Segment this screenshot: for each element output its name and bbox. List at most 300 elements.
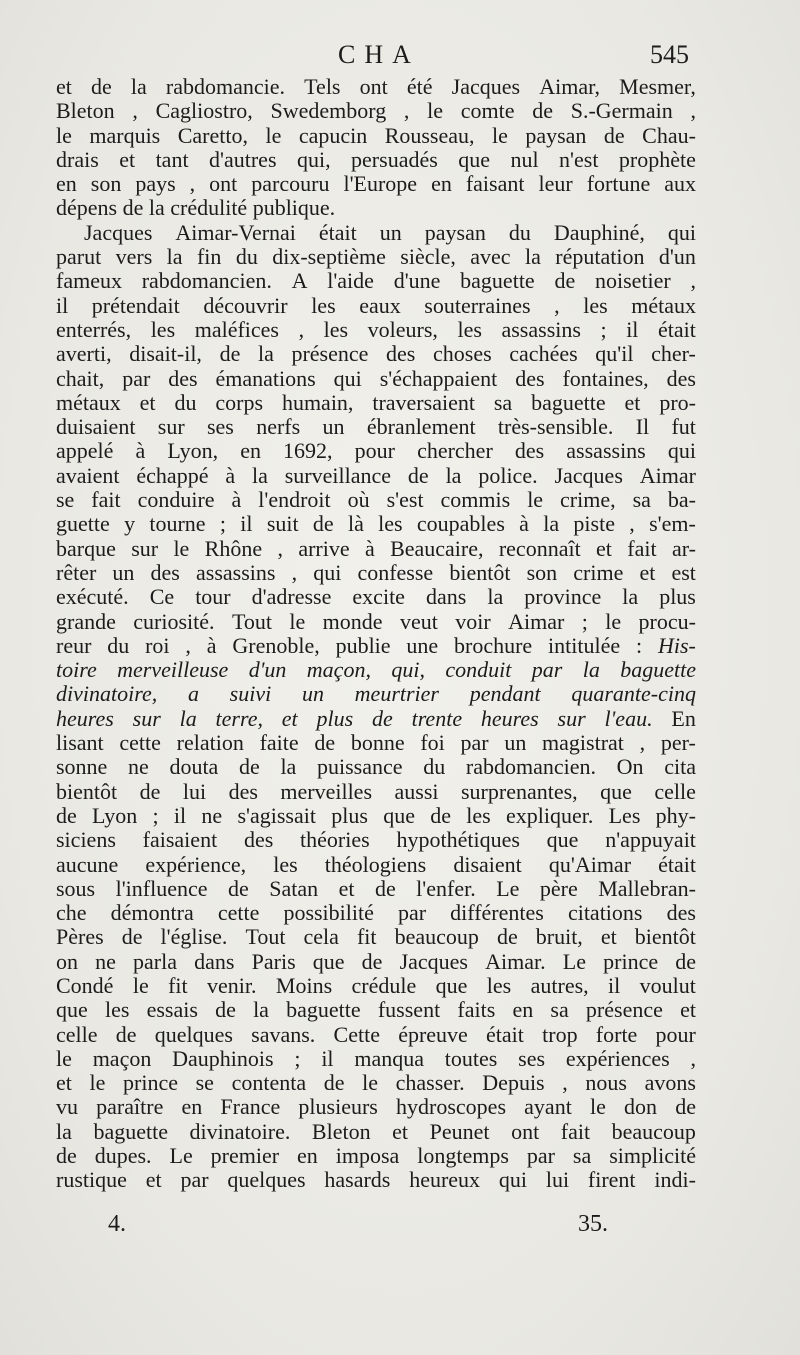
word: fit <box>356 924 377 950</box>
word: les <box>311 292 336 318</box>
word: les <box>378 511 403 537</box>
word: sa <box>632 487 651 513</box>
word: His- <box>657 632 696 658</box>
word: Condé <box>56 972 114 998</box>
text-line <box>56 828 696 852</box>
word: de <box>139 778 161 804</box>
word: fait <box>627 535 657 561</box>
word: Jacques <box>84 219 153 245</box>
word: roi <box>145 632 170 658</box>
word: un <box>301 681 324 707</box>
word: sa <box>493 389 513 415</box>
word: où <box>347 487 370 513</box>
word: la <box>166 244 183 270</box>
word: ayant <box>524 1094 572 1120</box>
word: en <box>297 1143 318 1169</box>
word: de <box>323 1070 345 1096</box>
word: police. <box>478 462 538 488</box>
word: celle <box>56 1021 98 1047</box>
word: cher- <box>651 341 696 367</box>
word: aux <box>664 171 696 197</box>
word: marquis <box>89 122 161 148</box>
word: l'aide <box>327 268 374 294</box>
word: avons <box>644 1070 696 1096</box>
word: chasser. <box>395 1070 465 1096</box>
word: voir <box>455 608 491 634</box>
word: différentes <box>450 900 544 926</box>
word: on <box>56 948 78 974</box>
word: il <box>56 292 69 318</box>
text-line <box>56 585 696 609</box>
word: les <box>466 802 491 828</box>
word: chait, <box>56 365 105 391</box>
word: On <box>616 754 644 780</box>
word: crime, <box>560 487 616 513</box>
word: s'em- <box>649 511 696 537</box>
word: sur <box>557 705 586 731</box>
word: baguette <box>531 389 606 415</box>
word: nerfs <box>256 414 301 440</box>
word: de <box>361 948 383 974</box>
word: heures <box>56 705 114 731</box>
word: il <box>608 972 621 998</box>
word: maléfices <box>194 316 279 342</box>
word: curiosité. <box>133 608 215 634</box>
word: et <box>338 875 355 901</box>
word: don <box>624 1094 658 1120</box>
word: arrive <box>298 535 350 561</box>
word: trop <box>542 1021 578 1047</box>
word: Tels <box>304 74 341 99</box>
word: paraître <box>96 1094 164 1120</box>
word: reur <box>56 632 92 658</box>
word: pro- <box>659 389 696 415</box>
word: maçon, <box>306 657 371 683</box>
word: de <box>91 74 112 99</box>
word: Jacques <box>554 462 623 488</box>
word: comte <box>460 98 515 124</box>
word: beaucoup <box>394 924 479 950</box>
word: rabdomancie. <box>165 74 286 99</box>
word: prétendait <box>91 292 180 318</box>
word: son <box>90 171 122 197</box>
word: ne <box>201 802 223 828</box>
word: autres, <box>530 972 589 998</box>
word: la <box>257 341 274 367</box>
word: fontaines, <box>562 365 649 391</box>
word: ar- <box>671 535 696 561</box>
word: d'un <box>248 657 287 683</box>
word: de <box>312 511 334 537</box>
word: des <box>228 778 258 804</box>
word: la <box>179 705 197 731</box>
word: et <box>281 705 298 731</box>
word: cette <box>119 730 161 756</box>
word: fut <box>671 414 696 440</box>
word: il <box>626 316 639 342</box>
word: les <box>104 997 130 1023</box>
word: des <box>666 900 696 926</box>
word: de <box>496 924 518 950</box>
word: plusieurs <box>298 1094 378 1120</box>
word: et <box>139 389 156 415</box>
word: sur <box>157 414 185 440</box>
word: démontra <box>110 900 194 926</box>
text-line <box>56 537 696 561</box>
word: foi <box>420 730 445 756</box>
text-line <box>56 1120 696 1144</box>
word: fait <box>91 487 121 513</box>
word: sur <box>131 535 159 561</box>
text-line: dépens de la crédulité publique. <box>56 195 336 221</box>
word: des <box>386 341 416 367</box>
word: faite <box>259 730 299 756</box>
word: et <box>680 997 696 1023</box>
word: baguette <box>286 997 361 1023</box>
word: de <box>407 462 429 488</box>
word: firent <box>587 1167 636 1193</box>
word: essais <box>146 997 198 1023</box>
word: eaux <box>359 292 401 318</box>
text-line <box>56 221 696 245</box>
word: le <box>56 122 72 148</box>
word: averti, <box>56 341 112 367</box>
word: ; <box>152 802 159 828</box>
word: rustique <box>56 1167 127 1193</box>
text-line <box>56 853 696 877</box>
word: n'appuyait <box>605 827 696 853</box>
text-line <box>56 998 696 1022</box>
word: métaux <box>631 292 696 318</box>
word: quarante-cinq <box>571 681 696 707</box>
word: Cette <box>333 1021 380 1047</box>
word: S.-Germain <box>570 98 673 124</box>
word: et <box>600 924 617 950</box>
word: s'est <box>386 487 424 513</box>
word: puissance <box>317 754 403 780</box>
word: son <box>526 559 558 585</box>
word: du <box>107 632 130 658</box>
word: , <box>189 171 196 197</box>
word: de <box>239 754 260 780</box>
word: ; <box>219 511 226 537</box>
word: , <box>690 1045 696 1071</box>
word: ba- <box>667 487 696 513</box>
word: venir. <box>207 972 257 998</box>
word: , <box>554 292 560 318</box>
word: d'une <box>393 268 441 294</box>
word: lui <box>182 778 207 804</box>
word: par <box>531 657 563 683</box>
text-line <box>56 148 696 172</box>
text-line <box>56 99 696 123</box>
text-line <box>56 512 696 536</box>
word: indi- <box>654 1167 696 1193</box>
word: dans <box>194 948 235 974</box>
word: que <box>56 997 88 1023</box>
word: heures <box>480 705 539 731</box>
word: souterraines <box>424 292 531 318</box>
word: la <box>582 657 600 683</box>
word: paysan <box>424 219 486 245</box>
word: que <box>312 948 345 974</box>
word: , <box>132 98 138 124</box>
text-line <box>56 464 696 488</box>
word: nous <box>585 1070 627 1096</box>
word: procu- <box>638 608 696 634</box>
word: se <box>195 1070 214 1096</box>
word: : <box>635 632 643 658</box>
word: cita <box>664 754 696 780</box>
word: est <box>671 559 696 585</box>
word: baguette <box>620 657 696 683</box>
word: ébranlement <box>366 414 476 440</box>
word: province <box>524 584 602 610</box>
word: des <box>666 365 696 391</box>
word: les <box>273 851 298 877</box>
word: sa <box>550 997 569 1023</box>
text-line <box>56 780 696 804</box>
word: commis <box>440 487 511 513</box>
word: expériences <box>565 1045 670 1071</box>
word: très-sensible. <box>497 414 614 440</box>
text-line <box>56 658 696 682</box>
body-text <box>56 75 696 1193</box>
word: Le <box>496 875 520 901</box>
text-line <box>56 901 696 925</box>
word: phy- <box>655 802 696 828</box>
text-line <box>56 294 696 318</box>
word: hasards <box>324 1167 391 1193</box>
word: Cagliostro, <box>155 98 253 124</box>
word: , <box>277 535 283 561</box>
word: faits <box>457 997 496 1023</box>
word: la <box>56 1118 72 1144</box>
word: siècle, <box>400 244 456 270</box>
word: Lyon <box>92 802 138 828</box>
word: a <box>187 681 199 707</box>
word: pour <box>354 438 395 464</box>
word: le <box>132 972 149 998</box>
word: qu'Aimar <box>548 851 632 877</box>
text-line <box>56 634 696 658</box>
word: de <box>314 730 336 756</box>
word: rêter <box>56 559 97 585</box>
word: forte <box>595 1021 638 1047</box>
word: Ce <box>149 584 175 610</box>
text-line <box>56 124 696 148</box>
word: qui <box>333 365 362 391</box>
word: , <box>291 559 298 585</box>
word: Aimar <box>508 608 565 634</box>
word: en <box>512 997 534 1023</box>
text-line <box>56 342 696 366</box>
word: traversaient <box>372 389 475 415</box>
word: des <box>150 559 180 585</box>
word: et <box>119 146 136 172</box>
text-line <box>56 755 696 779</box>
word: , <box>185 632 191 658</box>
word: publie <box>335 632 391 658</box>
word: échappé <box>136 462 209 488</box>
word: crédule <box>351 972 417 998</box>
word: ses <box>518 1045 546 1071</box>
word: l'Europe <box>343 171 418 197</box>
word: ne <box>128 754 149 780</box>
word: Tout <box>245 924 286 950</box>
word: la <box>487 584 504 610</box>
word: de <box>56 1143 77 1169</box>
word: et <box>392 1118 409 1144</box>
text-line <box>56 950 696 974</box>
word: faisant <box>465 171 525 197</box>
word: humain, <box>281 389 354 415</box>
word: un <box>504 730 527 756</box>
word: l'eau. <box>604 705 653 731</box>
page-footer <box>0 1211 800 1241</box>
text-line <box>56 1168 696 1192</box>
word: ; <box>600 316 607 342</box>
word: disaient <box>453 851 522 877</box>
word: Aimar. <box>485 948 546 974</box>
word: par <box>180 1167 209 1193</box>
word: capucin <box>298 122 368 148</box>
word: Aimar, <box>539 74 601 99</box>
word: baguette <box>460 268 535 294</box>
word: fit <box>168 972 188 998</box>
word: parut <box>56 244 102 270</box>
word: sa <box>572 1143 592 1169</box>
word: fameux <box>56 268 122 294</box>
word: la <box>445 462 462 488</box>
word: de <box>603 122 625 148</box>
text-line <box>56 415 696 439</box>
word: d'un <box>658 244 696 270</box>
word: lui <box>545 1167 570 1193</box>
word: excite <box>352 584 405 610</box>
word: par <box>397 900 427 926</box>
word: pays <box>135 171 176 197</box>
word: et <box>624 389 641 415</box>
word: par <box>460 730 489 756</box>
word: premier <box>210 1143 280 1169</box>
word: du <box>508 219 531 245</box>
word: Beaucaire, <box>390 535 484 561</box>
word: enterrés, <box>56 316 132 342</box>
word: père <box>539 875 578 901</box>
word: Satan <box>269 875 319 901</box>
word: de <box>115 1021 137 1047</box>
word: un <box>112 559 135 585</box>
word: fussent <box>377 997 441 1023</box>
word: expliquer. <box>505 802 594 828</box>
word: faisaient <box>142 827 218 853</box>
word: voulut <box>639 972 696 998</box>
word: plus <box>331 802 368 828</box>
text-line <box>56 367 696 391</box>
word: dix-septième <box>272 244 386 270</box>
word: et <box>639 559 656 585</box>
word: était <box>318 219 357 245</box>
word: le <box>427 98 444 124</box>
word: d'adresse <box>251 584 332 610</box>
word: était <box>658 851 696 877</box>
word: de <box>121 924 143 950</box>
word: de <box>372 705 393 731</box>
word: prince <box>123 1070 178 1096</box>
word: Les <box>608 802 641 828</box>
word: les <box>457 316 482 342</box>
word: prophète <box>618 146 696 172</box>
word: dans <box>425 584 467 610</box>
word: drais <box>56 146 99 172</box>
word: ont <box>359 74 388 99</box>
word: pendant <box>469 681 541 707</box>
word: n'est <box>559 146 599 172</box>
word: présence <box>291 341 369 367</box>
word: parla <box>133 948 178 974</box>
word: avaient <box>56 462 120 488</box>
word: un <box>379 219 402 245</box>
word: avec <box>470 244 511 270</box>
word: le <box>605 608 622 634</box>
word: de <box>532 98 553 124</box>
text-line <box>56 439 696 463</box>
word: Depuis <box>482 1070 545 1096</box>
word: le <box>265 122 282 148</box>
signature-mark: 4. <box>108 1211 126 1237</box>
word: expérience, <box>145 851 247 877</box>
word: choses <box>433 341 492 367</box>
word: toutes <box>444 1045 498 1071</box>
word: disait-il, <box>129 341 202 367</box>
word: théologiens <box>324 851 427 877</box>
word: épreuve <box>398 1021 468 1047</box>
word: Rhône <box>204 535 263 561</box>
word: cachées <box>509 341 578 367</box>
word: Jacques <box>399 948 468 974</box>
word: divinatoire, <box>56 681 158 707</box>
word: Moins <box>275 972 333 998</box>
word: de <box>374 875 396 901</box>
word: savans. <box>251 1021 316 1047</box>
word: cette <box>217 900 260 926</box>
word: Il <box>635 414 650 440</box>
word: le <box>527 487 544 513</box>
word: les <box>150 316 176 342</box>
word: métaux <box>56 389 121 415</box>
word: de <box>56 802 77 828</box>
text-line <box>56 488 696 512</box>
word: s'agissait <box>237 802 316 828</box>
word: par <box>526 1143 555 1169</box>
word: Lyon, <box>167 438 219 464</box>
word: et <box>145 1167 162 1193</box>
word: ses <box>206 414 234 440</box>
word: toire <box>56 657 97 683</box>
word: découvrir <box>203 292 288 318</box>
word: persuadés <box>351 146 438 172</box>
text-line <box>56 610 696 634</box>
word: merveilles <box>280 778 373 804</box>
word: émanations <box>215 365 316 391</box>
word: plus <box>659 584 696 610</box>
word: nul <box>510 146 539 172</box>
word: que <box>546 827 579 853</box>
word: Le <box>562 948 586 974</box>
word: la <box>622 584 639 610</box>
word: veut <box>399 608 438 634</box>
